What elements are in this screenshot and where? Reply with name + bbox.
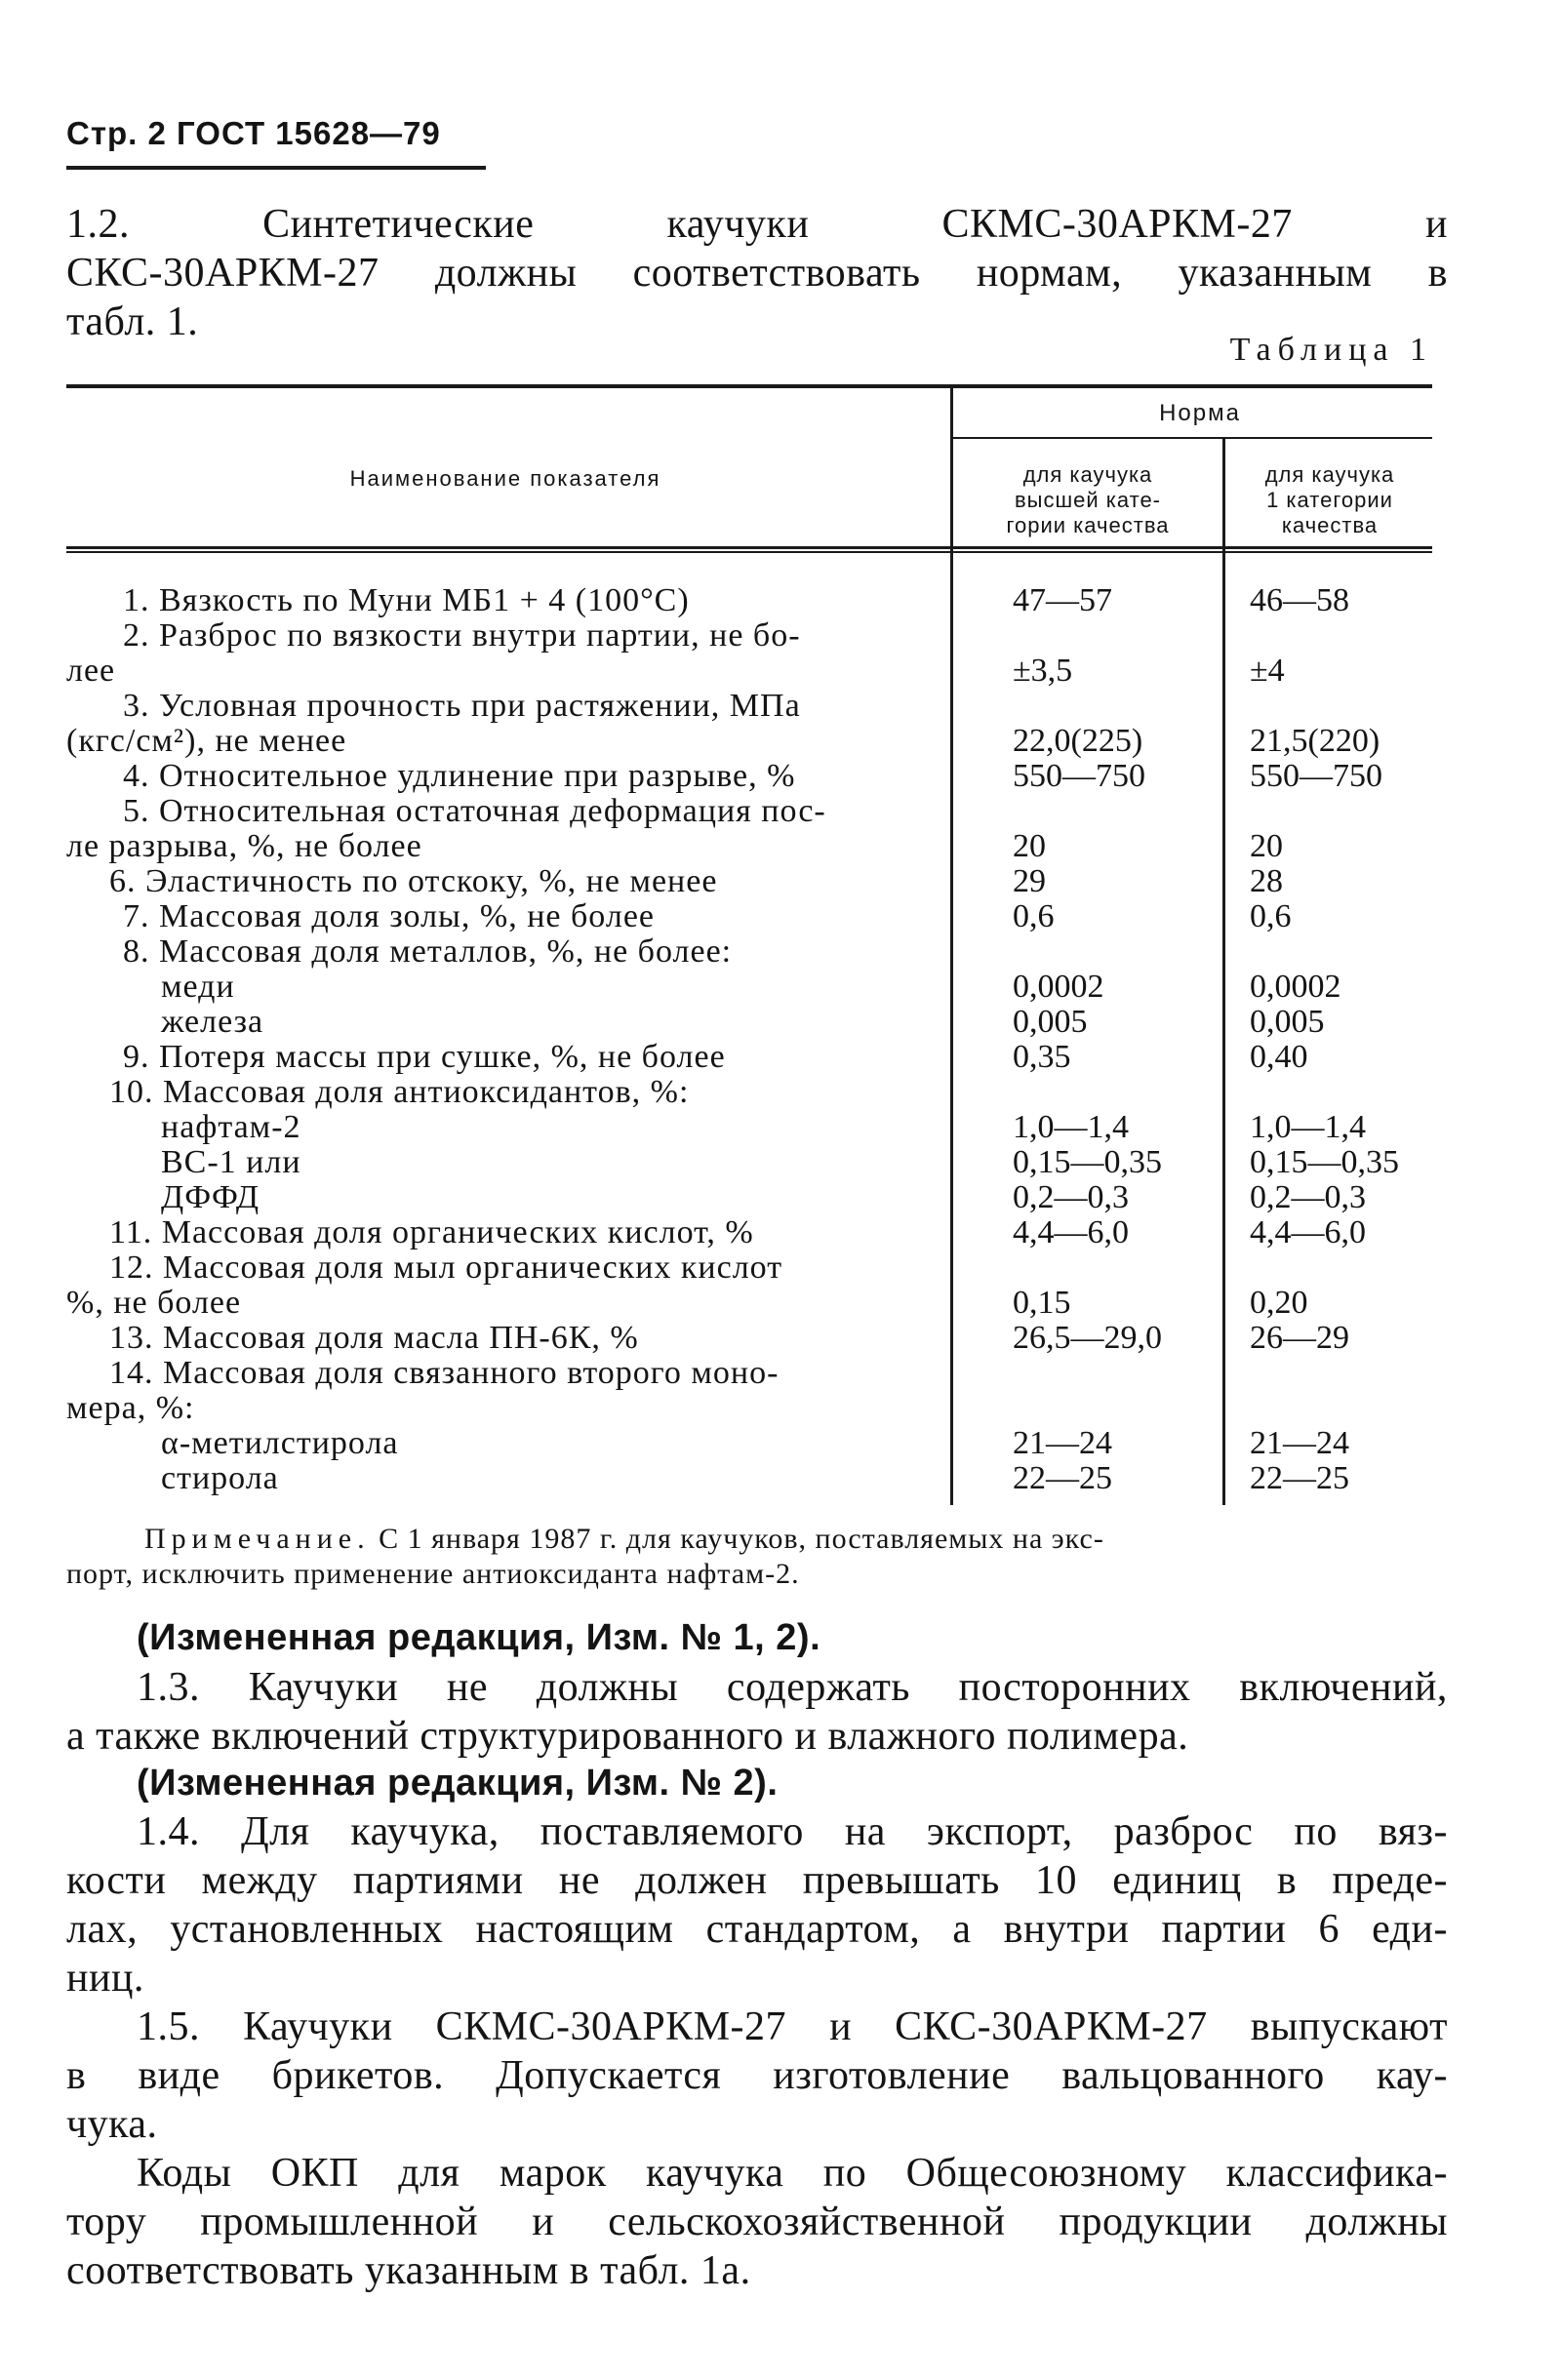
- table-row: 4. Относительное удлинение при разрыве, % 550—750 550—750: [123, 758, 1382, 794]
- table-row: лее ±3,5 ±4: [66, 653, 1285, 689]
- edit-note-1: (Измененная редакция, Изм. № 1, 2).: [137, 1617, 821, 1658]
- paragraph-1-2-line-1: 1.2. Синтетические каучуки СКМС-30АРКМ-27 и: [66, 202, 1448, 247]
- table-row: 14. Массовая доля связанного второго моно-: [109, 1355, 780, 1391]
- table-row: ле разрыва, %, не более 20 20: [66, 828, 1283, 864]
- table-row: нафтам-2 1,0—1,4 1,0—1,4: [161, 1109, 1366, 1145]
- note-label: Примечание.: [144, 1523, 371, 1555]
- paragraph-1-3-line-1: 1.3. Каучуки не должны содержать посторонних включений,: [137, 1665, 1448, 1710]
- page-header: Стр. 2 ГОСТ 15628—79: [66, 115, 441, 151]
- paragraph-1-3-line-2: а также включений структурированного и влажного полимера.: [66, 1714, 1189, 1759]
- paragraph-1-4-line-4: ниц.: [66, 1956, 144, 2001]
- table-row: α-метилстирола 21—24 21—24: [161, 1425, 1349, 1461]
- table-caption: Таблица 1: [1229, 332, 1433, 368]
- table-row: 8. Массовая доля металлов, %, не более:: [123, 933, 733, 970]
- table-top-rule: [66, 384, 1432, 388]
- norma-underline: [953, 437, 1432, 439]
- table-row: 9. Потеря массы при сушке, %, не более 0,35 0,40: [123, 1039, 1308, 1075]
- table-row: стирола 22—25 22—25: [161, 1460, 1349, 1496]
- paragraph-1-5-line-2: в виде брикетов. Допускается изготовление вальцованного кау-: [66, 2053, 1448, 2098]
- paragraph-1-5: [66, 2003, 1448, 2149]
- note-line-2: порт, исключить применение антиоксиданта нафтам-2.: [66, 1558, 800, 1590]
- table-row: 6. Эластичность по отскоку, %, не менее 29 28: [109, 863, 1283, 899]
- table-row: меди 0,0002 0,0002: [161, 969, 1341, 1005]
- table-row: железа 0,005 0,005: [161, 1004, 1325, 1040]
- edit-note-2: (Измененная редакция, Изм. № 2).: [137, 1763, 779, 1804]
- table-row: 11. Массовая доля органических кислот, % 4,4—6,0 4,4—6,0: [109, 1214, 1366, 1250]
- table-row: 2. Разброс по вязкости внутри партии, не бо-: [123, 617, 801, 654]
- table-header-col2: для каучука 1 категории качества: [1264, 462, 1395, 537]
- paragraph-1-3: [66, 1663, 1448, 1761]
- table-row: ВС-1 или 0,15—0,35 0,15—0,35: [161, 1144, 1399, 1180]
- paragraph-1-4: [66, 1807, 1448, 2003]
- paragraph-1-4-line-2: кости между партиями не должен превышать 10 единиц в преде-: [66, 1858, 1448, 1903]
- table-row: 7. Массовая доля золы, %, не более 0,6 0,6: [123, 898, 1292, 934]
- table-header-bottom-rule: [66, 546, 1432, 549]
- table-row: 3. Условная прочность при растяжении, МПа: [123, 688, 801, 724]
- note-line-1: С 1 января 1987 г. для каучуков, поставляемых на экс-: [379, 1523, 1104, 1555]
- table-row: 13. Массовая доля масла ПН-6К, % 26,5—29,0 26—29: [109, 1320, 1349, 1356]
- table-header-col1: для каучука высшей кате- гории качества: [1006, 462, 1170, 537]
- paragraph-okp-line-2: тору промышленной и сельскохозяйственной продукции должны: [66, 2200, 1448, 2244]
- table-header-norma: Норма: [1159, 400, 1241, 426]
- table-header-bottom-rule-2: [66, 551, 1432, 553]
- paragraph-1-2-line-2: СКС-30АРКМ-27 должны соответствовать нормам, указанным в: [66, 251, 1448, 296]
- table-row: (кгс/см²), не менее 22,0(225) 21,5(220): [66, 723, 1380, 759]
- paragraph-1-5-line-3: чука.: [66, 2102, 158, 2147]
- paragraph-okp-codes: [66, 2149, 1448, 2295]
- table-row: ДФФД 0,2—0,3 0,2—0,3: [161, 1179, 1366, 1215]
- paragraph-1-5-line-1: 1.5. Каучуки СКМС-30АРКМ-27 и СКС-30АРКМ-27 выпускают: [137, 2004, 1448, 2049]
- paragraph-1-2-line-3: табл. 1.: [66, 299, 199, 344]
- table-header-name: Наименование показателя: [349, 466, 661, 491]
- paragraph-1-2: [66, 200, 1448, 346]
- table-row: 5. Относительная остаточная деформация пос-: [123, 793, 826, 829]
- table-row: %, не более 0,15 0,20: [66, 1285, 1308, 1321]
- table-note: [66, 1522, 1448, 1592]
- paragraph-okp-line-3: соответствовать указанным в табл. 1а.: [66, 2248, 751, 2293]
- table-row: 10. Массовая доля антиоксидантов, %:: [109, 1074, 690, 1110]
- table-row: мера, %:: [66, 1390, 195, 1426]
- header-rule: [66, 166, 486, 170]
- table-row: 1. Вязкость по Муни МБ1 + 4 (100°С) 47—57 46—58: [123, 582, 1349, 618]
- paragraph-1-4-line-1: 1.4. Для каучука, поставляемого на экспорт, разброс по вяз-: [137, 1809, 1448, 1854]
- table-row: 12. Массовая доля мыл органических кислот: [109, 1250, 783, 1286]
- paragraph-okp-line-1: Коды ОКП для марок каучука по Общесоюзному классифика-: [137, 2151, 1448, 2196]
- paragraph-1-4-line-3: лах, установленных настоящим стандартом, а внутри партии 6 еди-: [66, 1907, 1448, 1952]
